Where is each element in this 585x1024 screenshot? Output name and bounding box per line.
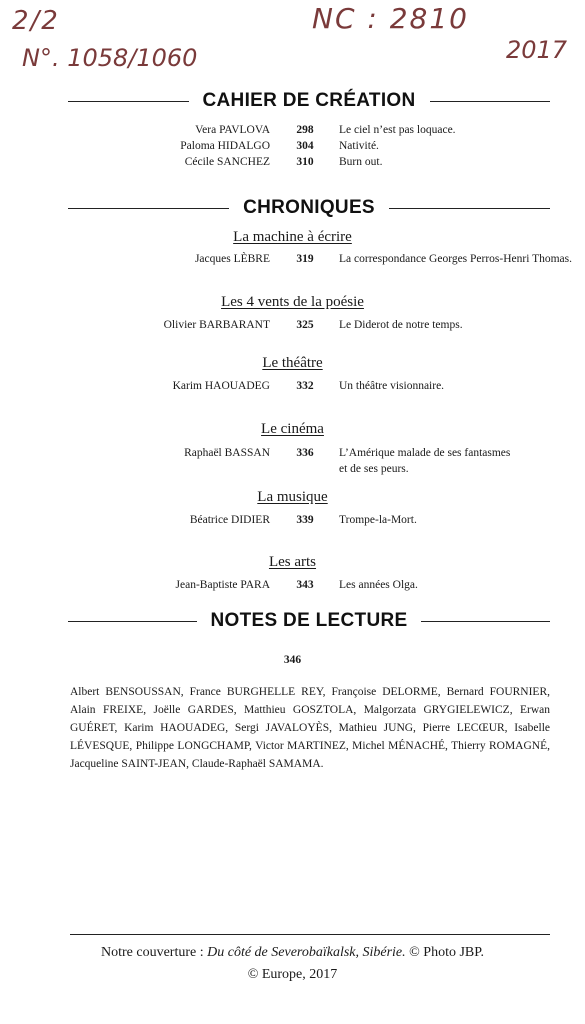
subsection-heading: Les arts xyxy=(268,554,317,570)
section-header-cahier xyxy=(68,90,550,112)
entry-title: L’Amérique malade de ses fantasmes xyxy=(339,447,511,459)
subsection-heading: Le cinéma xyxy=(261,421,324,437)
handwritten-note-nc: NC : 2810 xyxy=(312,2,469,35)
copyright: © Europe, 2017 xyxy=(247,967,338,982)
footer xyxy=(0,942,585,986)
footer-divider xyxy=(70,934,550,935)
entry-page: 319 xyxy=(296,253,314,265)
handwritten-note-number: N°. 1058/1060 xyxy=(22,44,198,72)
divider xyxy=(389,208,550,209)
entry-title: Le Diderot de notre temps. xyxy=(339,319,463,331)
cover-prefix: Notre couverture : xyxy=(101,945,208,960)
entry-title: Trompe-la-Mort. xyxy=(339,514,417,526)
entry-author: Cécile SANCHEZ xyxy=(184,156,270,168)
section-header-notes xyxy=(68,610,550,632)
divider xyxy=(68,621,197,622)
entry-title: La correspondance Georges Perros-Henri Thomas. xyxy=(339,253,573,265)
entry-page: 310 xyxy=(296,156,314,168)
entry-title: Burn out. xyxy=(339,156,383,168)
entry-title: Les années Olga. xyxy=(339,579,418,591)
subsection-heading: La machine à écrire xyxy=(233,229,352,245)
entry-author: Jean-Baptiste PARA xyxy=(175,579,270,591)
section-header-chroniques xyxy=(68,197,550,219)
entry-page: 304 xyxy=(296,140,314,152)
entry-page: 325 xyxy=(296,319,314,331)
divider xyxy=(68,101,189,102)
cover-title: Du côté de Severobaïkalsk, Sibérie. xyxy=(207,945,406,960)
section-title: CHRONIQUES xyxy=(243,197,375,218)
entry-page: 343 xyxy=(296,579,314,591)
divider xyxy=(430,101,551,102)
entry-title: Un théâtre visionnaire. xyxy=(339,380,445,392)
entry-author: Jacques LÈBRE xyxy=(194,253,270,265)
entry-page: 332 xyxy=(296,380,314,392)
notes-contributors: Albert BENSOUSSAN, France BURGHELLE REY, Françoise DELORME, Bernard FOURNIER, Alain FREIXE, Joëlle GARDES, Matthieu GOSZTOLA, Malgorzata GRYGIELEWICZ, Erwan GUÉRET, Karim HAOUADEG, Sergi JAVALOYÈS, Mathieu JUNG, Pierre LECŒUR, Isabelle LÉVESQUE, Philippe LONGCHAMP, Victor MARTINEZ, Michel MÉNACHÉ, Thierry ROMAGNÉ, Jacqueline SAINT-JEAN, Claude-Raphaël SAMAMA. xyxy=(70,686,550,770)
handwritten-note-year: 2017 xyxy=(506,36,568,64)
divider xyxy=(68,208,229,209)
entry-page: 336 xyxy=(296,447,314,459)
entry-author: Karim HAOUADEG xyxy=(172,380,270,392)
subsection-heading: La musique xyxy=(257,489,328,505)
entry-author: Vera PAVLOVA xyxy=(195,124,270,136)
notes-page-number: 346 xyxy=(283,654,302,666)
entry-author: Olivier BARBARANT xyxy=(163,319,270,331)
entry-title: Le ciel n’est pas loquace. xyxy=(339,124,456,136)
cover-credit xyxy=(0,942,585,964)
entry-author: Raphaël BASSAN xyxy=(184,447,270,459)
entry-page: 339 xyxy=(296,514,314,526)
section-title: CAHIER DE CRÉATION xyxy=(202,90,416,111)
entry-author: Paloma HIDALGO xyxy=(180,140,270,152)
entry-page: 298 xyxy=(296,124,314,136)
entry-author: Béatrice DIDIER xyxy=(189,514,270,526)
section-title: NOTES DE LECTURE xyxy=(210,610,408,631)
divider xyxy=(421,621,550,622)
subsection-heading: Les 4 vents de la poésie xyxy=(221,294,364,310)
entry-title-line2: et de ses peurs. xyxy=(339,463,409,475)
photo-credit: © Photo JBP. xyxy=(405,945,484,960)
subsection-heading: Le théâtre xyxy=(262,355,323,371)
handwritten-note-part: 2/2 xyxy=(12,6,60,36)
entry-title: Nativité. xyxy=(339,140,379,152)
